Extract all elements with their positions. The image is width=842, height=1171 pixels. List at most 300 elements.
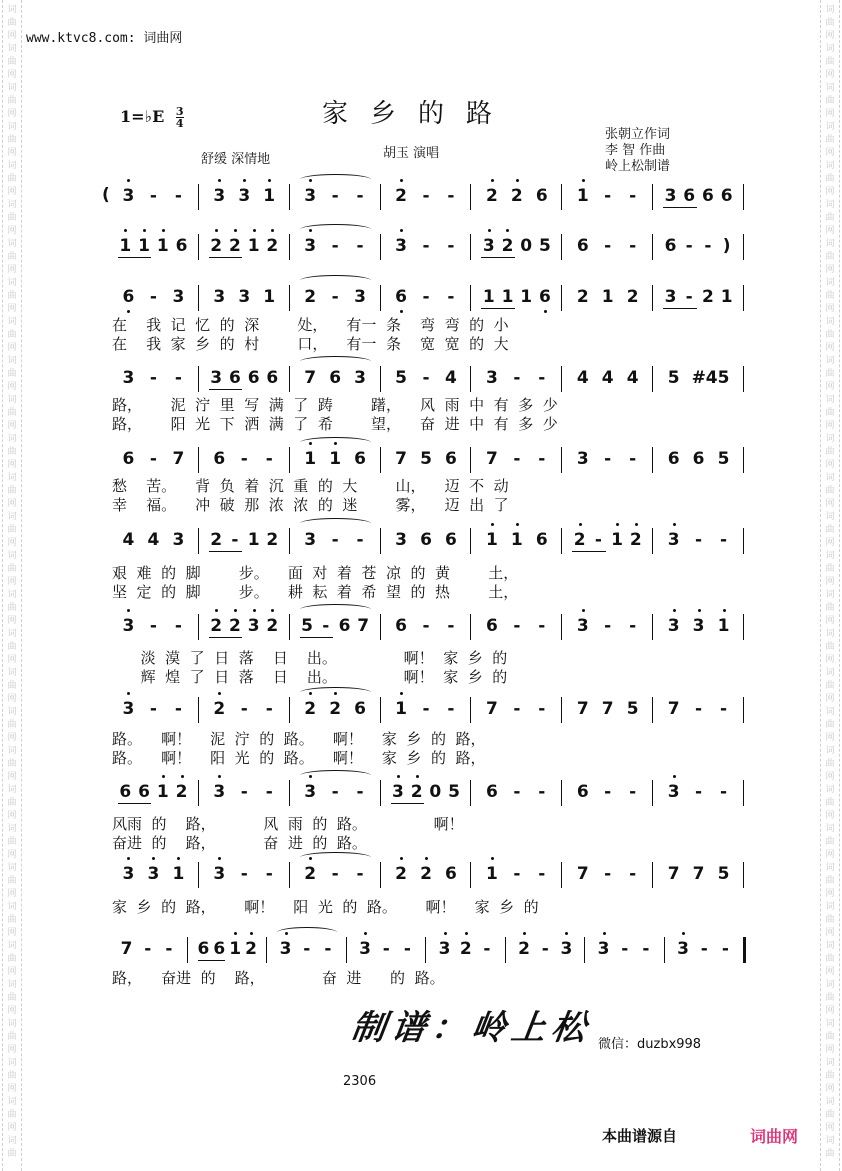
measure bbox=[471, 445, 562, 475]
eighth-beam bbox=[481, 257, 514, 258]
watermark-glyph: 曲 bbox=[7, 408, 17, 418]
duration-dash: - bbox=[700, 939, 708, 959]
watermark-glyph: 网 bbox=[7, 616, 17, 626]
watermark-glyph: 网 bbox=[7, 226, 17, 236]
eighth-beam bbox=[481, 308, 514, 309]
measure bbox=[290, 232, 381, 262]
duration-dash: - bbox=[356, 530, 364, 550]
note: 1 bbox=[482, 287, 495, 307]
note: 2 bbox=[304, 287, 317, 307]
watermark-glyph: 网 bbox=[825, 967, 835, 977]
duration-dash: - bbox=[604, 782, 612, 802]
note: 6 bbox=[683, 186, 696, 206]
barline bbox=[743, 780, 744, 806]
note: 3 bbox=[238, 287, 251, 307]
note: 3 bbox=[147, 864, 160, 884]
watermark-glyph: 网 bbox=[7, 772, 17, 782]
duration-dash: - bbox=[174, 699, 182, 719]
measure bbox=[426, 935, 506, 965]
eighth-beam bbox=[209, 637, 242, 638]
time-signature bbox=[176, 106, 184, 129]
note: 5 bbox=[717, 368, 730, 388]
note: 2 bbox=[175, 782, 188, 802]
measure bbox=[290, 364, 381, 394]
watermark-glyph: 词 bbox=[7, 512, 17, 522]
watermark-glyph: 词 bbox=[825, 551, 835, 561]
barline bbox=[743, 697, 744, 723]
duration-dash: - bbox=[538, 368, 546, 388]
watermark-glyph: 曲 bbox=[825, 1071, 835, 1081]
octave-up-dot bbox=[523, 932, 526, 935]
measure bbox=[653, 695, 744, 725]
duration-dash: - bbox=[422, 368, 430, 388]
watermark-glyph: 网 bbox=[7, 889, 17, 899]
note: 2 bbox=[420, 864, 432, 884]
measure bbox=[381, 364, 472, 394]
measure bbox=[562, 445, 653, 475]
measure bbox=[199, 232, 290, 262]
duration-dash: - bbox=[331, 530, 339, 550]
watermark-glyph: 词 bbox=[7, 317, 17, 327]
note: 3 bbox=[122, 368, 135, 388]
octave-up-dot bbox=[565, 932, 568, 935]
score-line bbox=[108, 445, 744, 475]
duration-dash: - bbox=[265, 449, 273, 469]
watermark-glyph: 曲 bbox=[825, 759, 835, 769]
duration-dash: - bbox=[685, 287, 693, 307]
note: 2 bbox=[329, 699, 342, 719]
watermark-glyph: 曲 bbox=[7, 174, 17, 184]
note: 3 bbox=[172, 287, 185, 307]
octave-up-dot bbox=[397, 775, 400, 778]
watermark-glyph: 网 bbox=[7, 148, 17, 158]
watermark-glyph: 曲 bbox=[7, 798, 17, 808]
watermark-glyph: 词 bbox=[7, 356, 17, 366]
watermark-glyph: 网 bbox=[7, 343, 17, 353]
measure bbox=[653, 778, 744, 808]
measure bbox=[290, 526, 381, 556]
watermark-glyph: 词 bbox=[825, 83, 835, 93]
note: 4 bbox=[576, 368, 589, 388]
octave-up-dot bbox=[491, 179, 494, 182]
watermark-glyph: 网 bbox=[825, 343, 835, 353]
octave-up-dot bbox=[616, 523, 619, 526]
watermark-glyph: 词 bbox=[7, 668, 17, 678]
watermark-glyph: 词 bbox=[7, 1136, 17, 1146]
lyric-row: 路。 啊！ 泥 泞 的 路。 啊！ 家 乡 的 路， bbox=[112, 730, 486, 748]
measure bbox=[381, 182, 472, 212]
time-signature-top: 3 bbox=[175, 105, 184, 118]
note: 7 bbox=[120, 939, 133, 959]
octave-up-dot bbox=[127, 179, 130, 182]
octave-up-dot bbox=[491, 523, 494, 526]
octave-up-dot bbox=[162, 775, 165, 778]
note: 1 bbox=[485, 530, 498, 550]
note: 6 bbox=[122, 287, 135, 307]
octave-up-dot bbox=[673, 523, 676, 526]
note: 6 bbox=[228, 368, 241, 388]
barline bbox=[743, 366, 744, 392]
watermark-glyph: 词 bbox=[7, 941, 17, 951]
note: 4 bbox=[626, 368, 639, 388]
watermark-glyph: 词 bbox=[7, 5, 17, 15]
composer-credit: 李 智 作曲 bbox=[605, 143, 666, 158]
duration-dash: - bbox=[604, 449, 612, 469]
octave-up-dot bbox=[162, 229, 165, 232]
lyric-row: 辉 煌 了 日 落 日 出。 啊！ 家 乡 的 bbox=[112, 668, 508, 686]
watermark-glyph: 网 bbox=[825, 265, 835, 275]
watermark-glyph: 曲 bbox=[825, 603, 835, 613]
watermark-glyph: 网 bbox=[825, 460, 835, 470]
note: 3 bbox=[395, 530, 407, 550]
note: 6 bbox=[535, 186, 548, 206]
note: 6 bbox=[692, 449, 705, 469]
note: ) bbox=[722, 236, 731, 256]
score-line bbox=[108, 935, 744, 965]
watermark-glyph: 词 bbox=[7, 629, 17, 639]
measure bbox=[290, 695, 381, 725]
watermark-glyph: 曲 bbox=[825, 486, 835, 496]
barline bbox=[743, 234, 744, 260]
watermark-glyph: 曲 bbox=[7, 876, 17, 886]
note: 2 bbox=[576, 287, 589, 307]
note: 1 bbox=[156, 782, 169, 802]
octave-up-dot bbox=[673, 775, 676, 778]
duration-dash: - bbox=[719, 699, 728, 719]
note: 1 bbox=[720, 287, 733, 307]
watermark-glyph: 曲 bbox=[7, 720, 17, 730]
tie-slur bbox=[277, 927, 337, 938]
duration-dash: - bbox=[231, 530, 239, 550]
note: 6 bbox=[445, 864, 457, 884]
watermark-glyph: 曲 bbox=[825, 837, 835, 847]
measure bbox=[199, 445, 290, 475]
watermark-glyph: 词 bbox=[825, 746, 835, 756]
duration-dash: - bbox=[538, 864, 546, 884]
watermark-glyph: 词 bbox=[7, 824, 17, 834]
duration-dash: - bbox=[403, 939, 411, 959]
measure bbox=[585, 935, 665, 965]
measure bbox=[290, 283, 381, 313]
duration-dash: - bbox=[594, 530, 602, 550]
octave-up-dot bbox=[635, 523, 638, 526]
watermark-glyph: 曲 bbox=[7, 564, 17, 574]
octave-up-dot bbox=[127, 857, 130, 860]
transcriber-signature: 制谱：岭上松 bbox=[348, 1008, 595, 1048]
note: 3 bbox=[122, 616, 135, 636]
note: 3 bbox=[354, 368, 366, 388]
right-watermark-strip bbox=[820, 0, 840, 1171]
note: 6 bbox=[247, 368, 260, 388]
measure bbox=[108, 445, 199, 475]
note: 6 bbox=[395, 287, 407, 307]
watermark-glyph: 曲 bbox=[7, 57, 17, 67]
watermark-glyph: 曲 bbox=[7, 759, 17, 769]
time-signature-bottom: 4 bbox=[175, 117, 184, 130]
watermark-glyph: 词 bbox=[825, 590, 835, 600]
watermark-glyph: 网 bbox=[7, 265, 17, 275]
watermark-glyph: 网 bbox=[7, 850, 17, 860]
note: 7 bbox=[601, 699, 614, 719]
watermark-glyph: 词 bbox=[7, 239, 17, 249]
measure bbox=[653, 860, 744, 890]
octave-up-dot bbox=[181, 775, 184, 778]
watermark-glyph: 曲 bbox=[825, 135, 835, 145]
watermark-glyph: 曲 bbox=[825, 330, 835, 340]
measure bbox=[381, 612, 472, 642]
measure bbox=[562, 182, 653, 212]
lyric-row: 奋进 的 路， 奋 进 的 路。 bbox=[112, 834, 367, 852]
eighth-beam bbox=[198, 960, 226, 961]
octave-up-dot bbox=[127, 609, 130, 612]
source-label: 本曲谱源自 bbox=[602, 1127, 678, 1145]
duration-dash: - bbox=[621, 939, 629, 959]
octave-up-dot bbox=[582, 179, 585, 182]
lyric-row: 风雨 的 路， 风 雨 的 路。 啊！ bbox=[112, 815, 464, 833]
watermark-glyph: 网 bbox=[7, 655, 17, 665]
note: 1 bbox=[717, 616, 730, 636]
note: 3 bbox=[122, 699, 135, 719]
octave-up-dot bbox=[416, 775, 419, 778]
note: 6 bbox=[119, 782, 132, 802]
watermark-glyph: 词 bbox=[7, 200, 17, 210]
note: 3 bbox=[597, 939, 610, 959]
measure bbox=[381, 526, 472, 556]
duration-dash: - bbox=[513, 699, 521, 719]
note: 6 bbox=[213, 449, 226, 469]
note: 6 bbox=[354, 699, 366, 719]
duration-dash: - bbox=[513, 616, 521, 636]
watermark-glyph: 词 bbox=[7, 902, 17, 912]
duration-dash: - bbox=[149, 368, 157, 388]
note: 6 bbox=[667, 449, 680, 469]
measure bbox=[381, 860, 472, 890]
watermark-glyph: 词 bbox=[825, 395, 835, 405]
watermark-glyph: 网 bbox=[7, 382, 17, 392]
note: 3 bbox=[122, 186, 135, 206]
note: 6 bbox=[664, 236, 677, 256]
tie-slur bbox=[300, 224, 371, 235]
watermark-glyph: 网 bbox=[825, 1006, 835, 1016]
note: 7 bbox=[485, 699, 498, 719]
octave-up-dot bbox=[234, 932, 237, 935]
note: 3 bbox=[667, 616, 680, 636]
note: #4 bbox=[691, 368, 718, 388]
measure bbox=[199, 695, 290, 725]
note: 3 bbox=[213, 287, 226, 307]
note: 1 bbox=[138, 236, 150, 256]
watermark-glyph: 词 bbox=[7, 122, 17, 132]
duration-dash: - bbox=[174, 186, 182, 206]
note: 1 bbox=[247, 236, 260, 256]
score-line bbox=[108, 283, 744, 313]
note: 3 bbox=[359, 939, 371, 959]
watermark-glyph: 网 bbox=[7, 70, 17, 80]
watermark-glyph: 网 bbox=[7, 460, 17, 470]
note: 2 bbox=[501, 236, 514, 256]
measure bbox=[471, 232, 562, 262]
duration-dash: - bbox=[174, 368, 182, 388]
octave-up-dot bbox=[400, 229, 403, 232]
note: 3 bbox=[247, 616, 260, 636]
octave-up-dot bbox=[218, 179, 221, 182]
note: 3 bbox=[210, 368, 223, 388]
measure bbox=[653, 182, 744, 212]
measure bbox=[199, 778, 290, 808]
note: 6 bbox=[445, 530, 457, 550]
octave-up-dot bbox=[234, 609, 237, 612]
eighth-beam bbox=[391, 803, 424, 804]
duration-dash: - bbox=[265, 699, 273, 719]
duration-dash: - bbox=[331, 236, 339, 256]
watermark-glyph: 网 bbox=[825, 499, 835, 509]
eighth-beam bbox=[209, 551, 242, 552]
watermark-glyph: 曲 bbox=[7, 96, 17, 106]
note: 3 bbox=[482, 236, 495, 256]
duration-dash: - bbox=[356, 186, 364, 206]
note: 2 bbox=[245, 939, 257, 959]
octave-up-dot bbox=[218, 775, 221, 778]
watermark-glyph: 词 bbox=[7, 590, 17, 600]
tie-slur bbox=[300, 356, 371, 367]
watermark-glyph: 词 bbox=[7, 161, 17, 171]
note: 6 bbox=[445, 449, 457, 469]
measure bbox=[108, 860, 199, 890]
watermark-glyph: 网 bbox=[7, 577, 17, 587]
note: 2 bbox=[266, 530, 279, 550]
note: 5 bbox=[395, 368, 407, 388]
note: 2 bbox=[410, 782, 423, 802]
note: 6 bbox=[485, 616, 498, 636]
watermark-glyph: 网 bbox=[825, 187, 835, 197]
measure bbox=[290, 182, 381, 212]
watermark-glyph: 网 bbox=[825, 733, 835, 743]
duration-dash: - bbox=[721, 939, 729, 959]
note: 6 bbox=[338, 616, 351, 636]
page-title: 家乡的路 bbox=[322, 99, 515, 129]
watermark-glyph: 词 bbox=[825, 824, 835, 834]
note: 3 bbox=[576, 449, 589, 469]
duration-dash: - bbox=[265, 864, 273, 884]
note: 7 bbox=[485, 449, 498, 469]
duration-dash: - bbox=[695, 530, 703, 550]
note: 6 bbox=[485, 782, 498, 802]
octave-up-dot bbox=[603, 932, 606, 935]
watermark-glyph: 网 bbox=[825, 1084, 835, 1094]
watermark-glyph: 网 bbox=[7, 187, 17, 197]
watermark-glyph: 网 bbox=[825, 538, 835, 548]
measure bbox=[290, 445, 381, 475]
note: 2 bbox=[629, 530, 642, 550]
watermark-glyph: 网 bbox=[825, 655, 835, 665]
duration-dash: - bbox=[149, 699, 157, 719]
octave-up-dot bbox=[177, 857, 180, 860]
watermark-glyph: 曲 bbox=[7, 252, 17, 262]
watermark-glyph: 词 bbox=[825, 278, 835, 288]
watermark-glyph: 网 bbox=[7, 811, 17, 821]
note: 1 bbox=[229, 939, 242, 959]
duration-dash: - bbox=[704, 236, 712, 256]
duration-dash: - bbox=[513, 864, 521, 884]
octave-up-dot bbox=[516, 523, 519, 526]
octave-down-dot bbox=[400, 310, 403, 313]
note: 2 bbox=[228, 236, 241, 256]
note: 3 bbox=[485, 368, 498, 388]
watermark-glyph: 词 bbox=[825, 317, 835, 327]
duration-dash: - bbox=[240, 864, 248, 884]
watermark-glyph: 网 bbox=[7, 421, 17, 431]
watermark-glyph: 网 bbox=[825, 31, 835, 41]
octave-up-dot bbox=[491, 857, 494, 860]
octave-up-dot bbox=[465, 932, 468, 935]
duration-dash: - bbox=[331, 287, 339, 307]
note: 1 bbox=[263, 287, 276, 307]
measure bbox=[290, 860, 381, 890]
watermark-glyph: 网 bbox=[825, 304, 835, 314]
site-url[interactable]: www.ktvc8.com: 词曲网 bbox=[26, 31, 183, 46]
duration-dash: - bbox=[513, 368, 521, 388]
octave-up-dot bbox=[215, 229, 218, 232]
octave-up-dot bbox=[253, 229, 256, 232]
note: 7 bbox=[576, 699, 589, 719]
tie-slur bbox=[300, 604, 371, 615]
score-line bbox=[108, 695, 744, 725]
measure bbox=[108, 364, 199, 394]
source-brand-link[interactable]: 词曲网 bbox=[750, 1127, 799, 1146]
note: 6 bbox=[197, 939, 210, 959]
duration-dash: - bbox=[422, 616, 430, 636]
measure bbox=[108, 232, 199, 262]
note: 2 bbox=[228, 616, 241, 636]
watermark-glyph: 曲 bbox=[7, 915, 17, 925]
watermark-glyph: 词 bbox=[825, 122, 835, 132]
note: 1 bbox=[611, 530, 623, 550]
duration-dash: - bbox=[538, 449, 546, 469]
measure bbox=[665, 935, 745, 965]
measure bbox=[108, 778, 199, 808]
duration-dash: - bbox=[604, 616, 612, 636]
octave-up-dot bbox=[682, 932, 685, 935]
note: 1 bbox=[172, 864, 185, 884]
note: 6 bbox=[535, 530, 548, 550]
measure bbox=[290, 612, 381, 642]
watermark-glyph: 网 bbox=[825, 70, 835, 80]
duration-dash: - bbox=[422, 236, 430, 256]
tie-slur bbox=[300, 174, 371, 185]
watermark-glyph: 网 bbox=[825, 772, 835, 782]
duration-dash: - bbox=[144, 939, 152, 959]
watermark-glyph: 网 bbox=[825, 226, 835, 236]
duration-dash: - bbox=[356, 864, 364, 884]
measure bbox=[199, 860, 290, 890]
duration-dash: - bbox=[240, 782, 248, 802]
watermark-glyph: 曲 bbox=[825, 252, 835, 262]
octave-down-dot bbox=[127, 310, 130, 313]
note: 3 bbox=[438, 939, 451, 959]
duration-dash: - bbox=[356, 782, 364, 802]
watermark-glyph: 网 bbox=[825, 421, 835, 431]
watermark-glyph: 词 bbox=[7, 785, 17, 795]
note: 0 bbox=[520, 236, 533, 256]
octave-up-dot bbox=[243, 179, 246, 182]
octave-up-dot bbox=[698, 609, 701, 612]
octave-up-dot bbox=[218, 692, 221, 695]
octave-up-dot bbox=[234, 229, 237, 232]
note: 4 bbox=[601, 368, 614, 388]
note: 3 bbox=[667, 530, 680, 550]
note: 3 bbox=[391, 782, 404, 802]
duration-dash: - bbox=[149, 616, 157, 636]
